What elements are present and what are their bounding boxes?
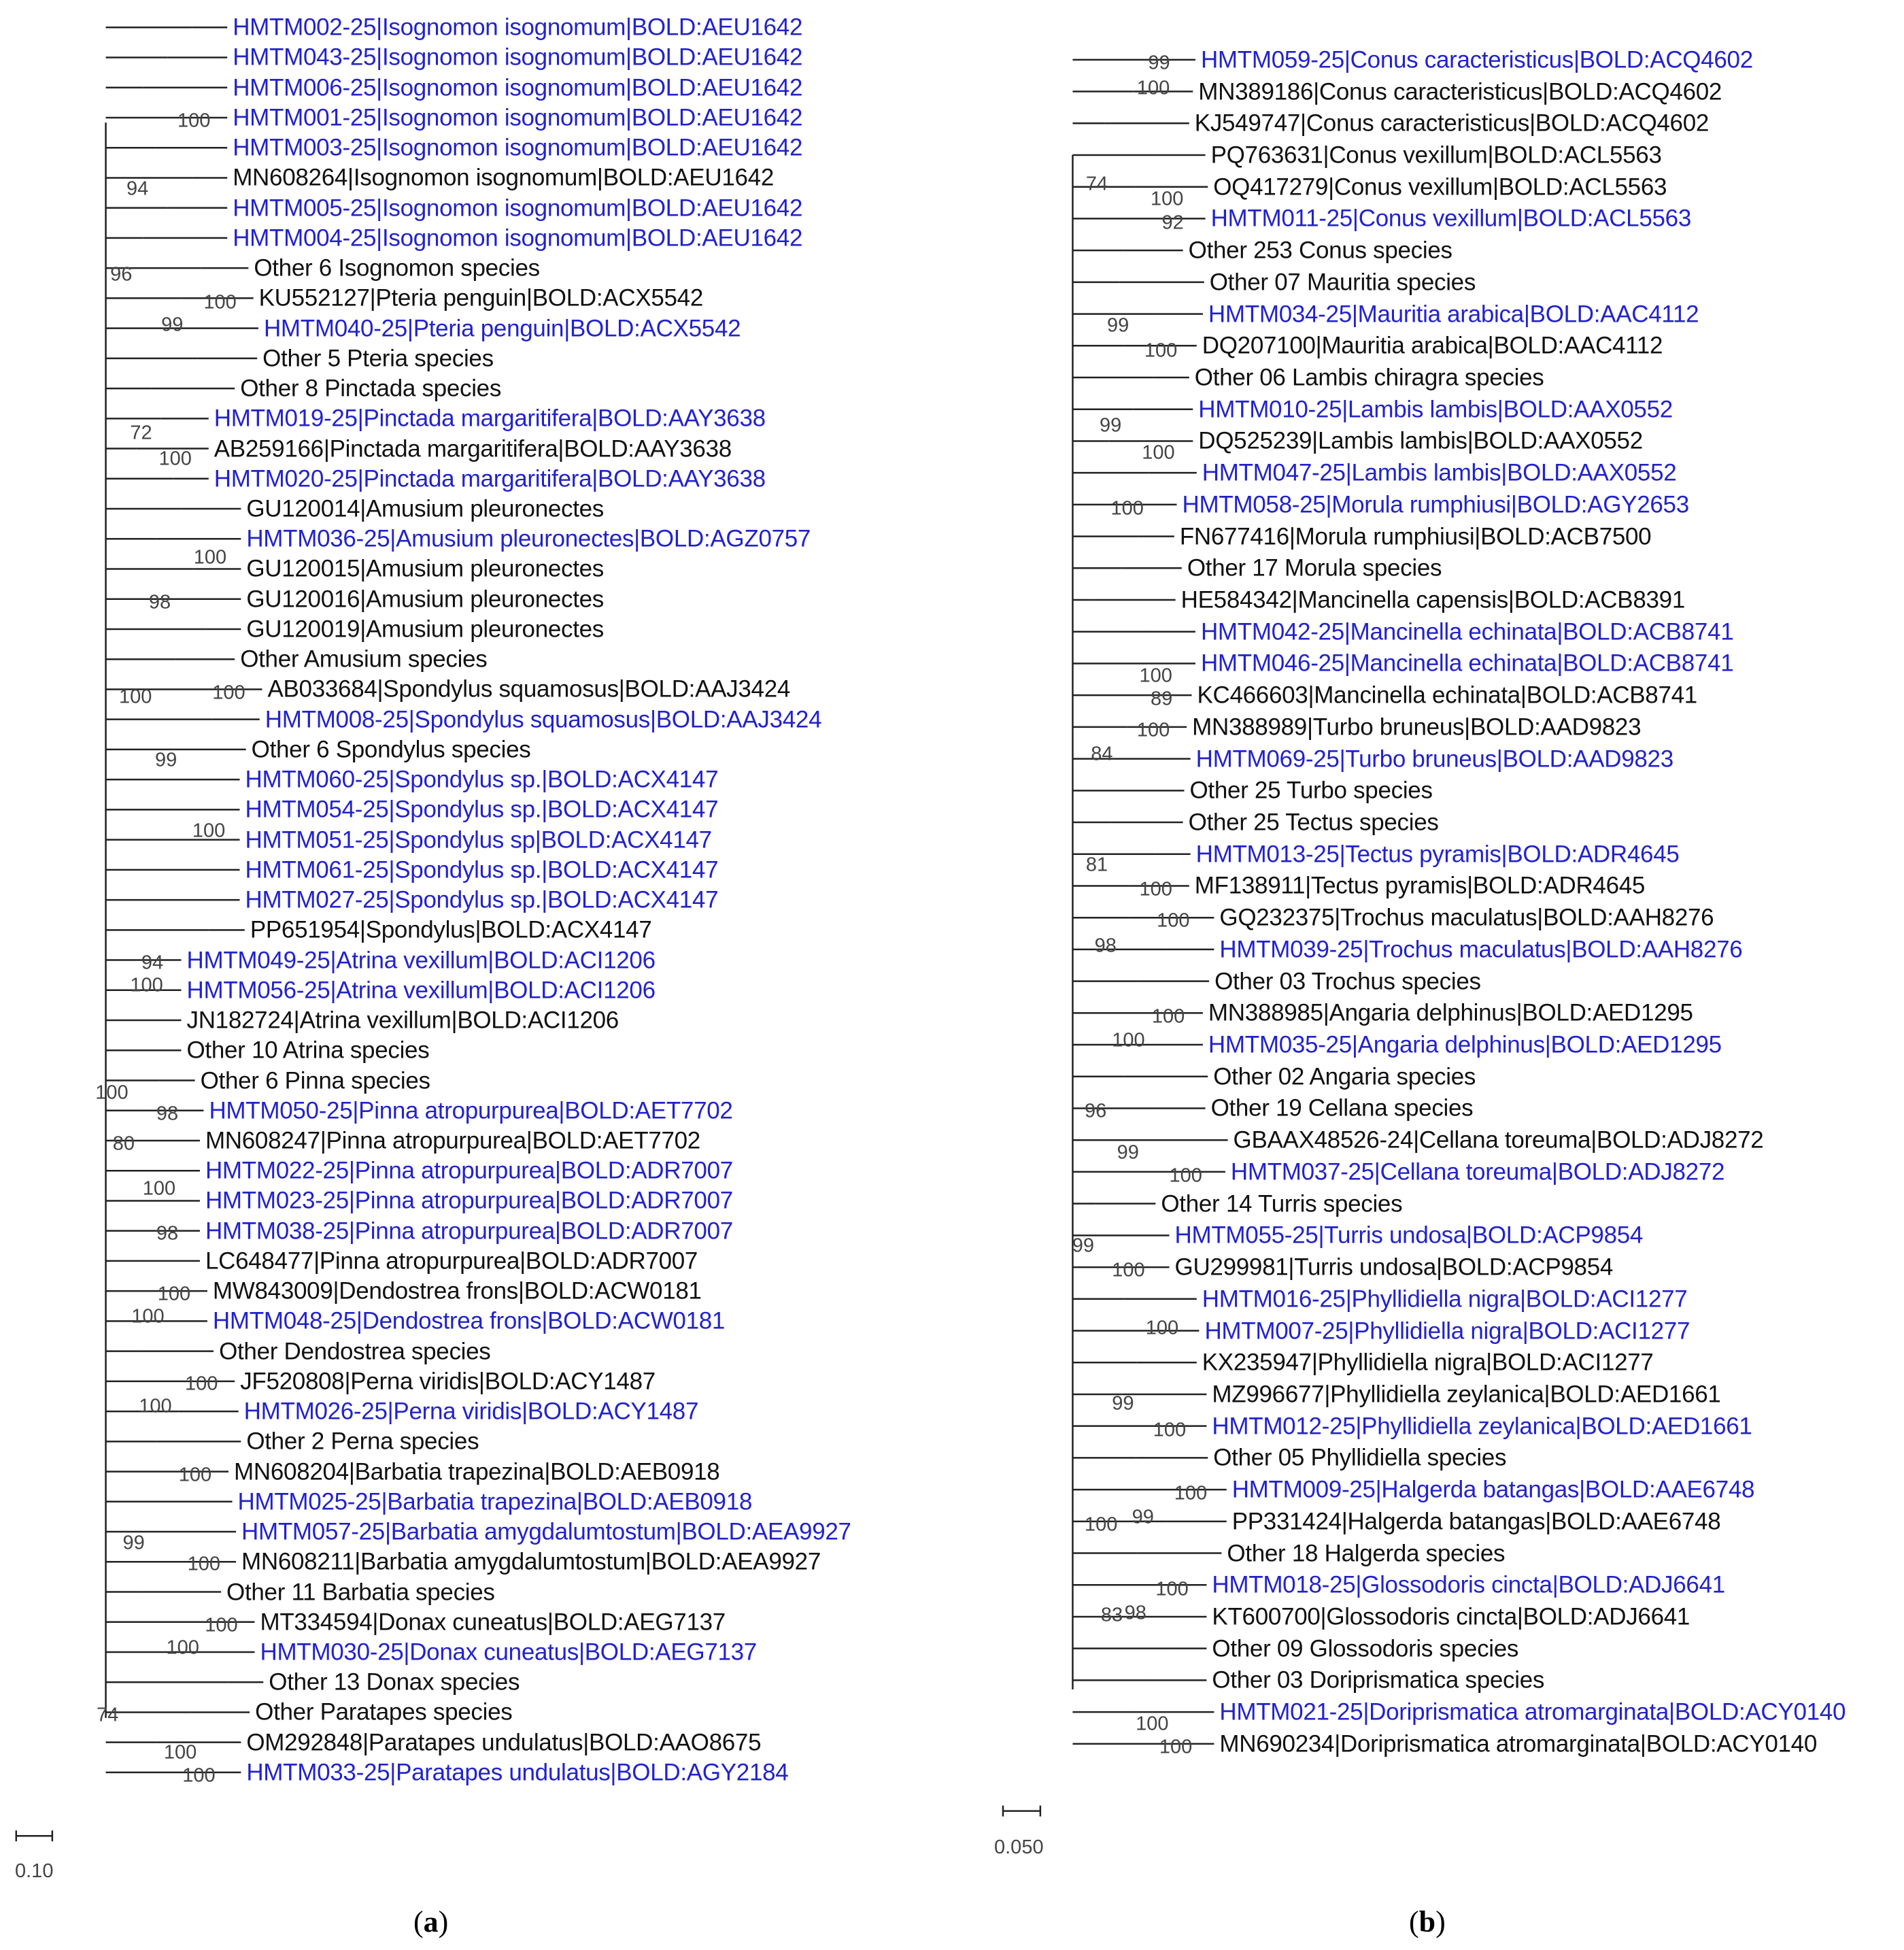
reference-sequence-label: PP651954|Spondylus|BOLD:ACX4147 xyxy=(250,916,652,943)
query-sequence-label: HMTM023-25|Pinna atropurpurea|BOLD:ADR7007 xyxy=(205,1187,733,1214)
bootstrap-value: 100 xyxy=(184,1373,218,1395)
query-sequence-label: HMTM020-25|Pinctada margaritifera|BOLD:AAY3638 xyxy=(214,465,766,492)
reference-sequence-label: KU552127|Pteria penguin|BOLD:ACX5542 xyxy=(258,284,704,312)
caption-paren: ) xyxy=(1435,1905,1446,1938)
reference-sequence-label: Other 03 Doriprismatica species xyxy=(1212,1666,1545,1694)
reference-sequence-label: Other 18 Halgerda species xyxy=(1227,1540,1506,1567)
query-sequence-label: HMTM038-25|Pinna atropurpurea|BOLD:ADR7007 xyxy=(205,1217,733,1245)
panel-b-scale-label: 0.050 xyxy=(994,1836,1044,1858)
bootstrap-value: 98 xyxy=(156,1222,179,1245)
panel-a-scale-label: 0.10 xyxy=(15,1860,54,1882)
reference-sequence-label: PP331424|Halgerda batangas|BOLD:AAE6748 xyxy=(1231,1508,1721,1535)
panel-b-caption xyxy=(1409,1904,1446,1939)
bootstrap-value: 100 xyxy=(1151,1005,1185,1028)
bootstrap-value: 100 xyxy=(163,1741,197,1764)
reference-sequence-label: Other 09 Glossodoris species xyxy=(1212,1635,1519,1662)
bootstrap-value: 100 xyxy=(166,1636,199,1659)
query-sequence-label: HMTM037-25|Cellana toreuma|BOLD:ADJ8272 xyxy=(1230,1158,1725,1186)
reference-sequence-label: KJ549747|Conus caracteristicus|BOLD:ACQ4602 xyxy=(1194,110,1710,137)
query-sequence-label: HMTM069-25|Turbo bruneus|BOLD:AAD9823 xyxy=(1195,745,1673,773)
reference-sequence-label: MN389186|Conus caracteristicus|BOLD:ACQ4602 xyxy=(1198,78,1722,105)
bootstrap-value: 89 xyxy=(1151,688,1173,710)
bootstrap-value: 100 xyxy=(178,1464,212,1486)
bootstrap-value: 94 xyxy=(141,952,164,974)
query-sequence-label: HMTM057-25|Barbatia amygdalumtostum|BOLD:AEA9927 xyxy=(241,1518,851,1545)
bootstrap-value: 100 xyxy=(139,1395,172,1417)
reference-sequence-label: JN182724|Atrina vexillum|BOLD:ACI1206 xyxy=(186,1007,619,1034)
reference-sequence-label: OQ417279|Conus vexillum|BOLD:ACL5563 xyxy=(1213,173,1667,201)
bootstrap-value: 99 xyxy=(1117,1141,1139,1164)
query-sequence-label: HMTM027-25|Spondylus sp.|BOLD:ACX4147 xyxy=(245,886,719,913)
reference-sequence-label: GU299981|Turris undosa|BOLD:ACP9854 xyxy=(1174,1254,1614,1281)
bootstrap-value: 100 xyxy=(1136,77,1170,99)
query-sequence-label: HMTM054-25|Spondylus sp.|BOLD:ACX4147 xyxy=(245,796,719,823)
query-sequence-label: HMTM001-25|Isognomon isognomum|BOLD:AEU1642 xyxy=(233,104,803,131)
reference-sequence-label: Other 02 Angaria species xyxy=(1213,1063,1476,1090)
reference-sequence-label: LC648477|Pinna atropurpurea|BOLD:ADR7007 xyxy=(205,1247,698,1275)
bootstrap-value: 81 xyxy=(1085,854,1108,876)
bootstrap-value: 100 xyxy=(95,1081,129,1104)
caption-paren: ( xyxy=(1409,1905,1419,1938)
reference-sequence-label: JF520808|Perna viridis|BOLD:ACY1487 xyxy=(240,1368,656,1395)
query-sequence-label: HMTM021-25|Doriprismatica atromarginata|BOLD:ACY0140 xyxy=(1219,1698,1846,1726)
reference-sequence-label: Other 07 Mauritia species xyxy=(1209,269,1476,296)
reference-sequence-label: FN677416|Morula rumphiusi|BOLD:ACB7500 xyxy=(1179,523,1652,550)
reference-sequence-label: Other Amusium species xyxy=(240,645,488,673)
reference-sequence-label: GU120015|Amusium pleuronectes xyxy=(246,555,605,582)
reference-sequence-label: MN690234|Doriprismatica atromarginata|BOLD:ACY0140 xyxy=(1219,1730,1817,1758)
reference-sequence-label: Other 19 Cellana species xyxy=(1210,1094,1474,1122)
query-sequence-label: HMTM011-25|Conus vexillum|BOLD:ACL5563 xyxy=(1210,205,1692,232)
bootstrap-value: 100 xyxy=(130,974,163,996)
bootstrap-value: 100 xyxy=(157,1283,191,1305)
query-sequence-label: HMTM022-25|Pinna atropurpurea|BOLD:ADR7007 xyxy=(205,1157,733,1184)
bootstrap-value: 100 xyxy=(1153,1419,1187,1441)
query-sequence-label: HMTM046-25|Mancinella echinata|BOLD:ACB8741 xyxy=(1200,650,1734,677)
bootstrap-value: 100 xyxy=(205,1614,238,1636)
reference-sequence-label: Other 8 Pinctada species xyxy=(240,375,502,402)
bootstrap-value: 99 xyxy=(1100,414,1122,437)
bootstrap-value: 100 xyxy=(118,686,152,708)
caption-letter: b xyxy=(1418,1905,1436,1938)
reference-sequence-label: Other 25 Turbo species xyxy=(1189,777,1433,804)
bootstrap-value: 92 xyxy=(1161,212,1184,234)
reference-sequence-label: Other Paratapes species xyxy=(255,1698,513,1726)
reference-sequence-label: MN388989|Turbo bruneus|BOLD:AAD9823 xyxy=(1192,713,1642,741)
reference-sequence-label: MN608247|Pinna atropurpurea|BOLD:AET7702 xyxy=(205,1127,700,1154)
reference-sequence-label: Other 6 Pinna species xyxy=(200,1067,430,1094)
bootstrap-value: 100 xyxy=(192,820,226,842)
query-sequence-label: HMTM005-25|Isognomon isognomum|BOLD:AEU1642 xyxy=(233,195,803,222)
query-sequence-label: HMTM060-25|Spondylus sp.|BOLD:ACX4147 xyxy=(245,766,719,793)
query-sequence-label: HMTM013-25|Tectus pyramis|BOLD:ADR4645 xyxy=(1195,841,1680,868)
bootstrap-value: 100 xyxy=(1139,878,1172,901)
reference-sequence-label: OM292848|Paratapes undulatus|BOLD:AAO8675 xyxy=(246,1729,762,1756)
bootstrap-value: 100 xyxy=(1155,1578,1189,1600)
reference-sequence-label: DQ525239|Lambis lambis|BOLD:AAX0552 xyxy=(1198,427,1643,454)
reference-sequence-label: DQ207100|Mauritia arabica|BOLD:AAC4112 xyxy=(1202,332,1663,359)
reference-sequence-label: MZ996677|Phyllidiella zeylanica|BOLD:AED1661 xyxy=(1212,1381,1721,1408)
bootstrap-value: 100 xyxy=(1159,1736,1193,1758)
bootstrap-value: 100 xyxy=(131,1305,165,1328)
reference-sequence-label: GU120019|Amusium pleuronectes xyxy=(246,616,605,643)
reference-sequence-label: MN608264|Isognomon isognomum|BOLD:AEU1642 xyxy=(233,164,774,191)
query-sequence-label: HMTM042-25|Mancinella echinata|BOLD:ACB8741 xyxy=(1200,618,1734,645)
reference-sequence-label: Other 6 Isognomon species xyxy=(254,254,540,282)
bootstrap-value: 100 xyxy=(1157,909,1190,932)
bootstrap-value: 100 xyxy=(1144,339,1178,362)
bootstrap-value: 100 xyxy=(1151,188,1184,210)
reference-sequence-label: PQ763631|Conus vexillum|BOLD:ACL5563 xyxy=(1210,141,1662,169)
reference-sequence-label: GU120014|Amusium pleuronectes xyxy=(246,495,605,522)
reference-sequence-label: Other 6 Spondylus species xyxy=(251,736,531,763)
reference-sequence-label: GU120016|Amusium pleuronectes xyxy=(246,586,605,613)
bootstrap-value: 83 xyxy=(1100,1604,1123,1626)
bootstrap-value: 98 xyxy=(156,1103,179,1125)
query-sequence-label: HMTM058-25|Morula rumphiusi|BOLD:AGY2653 xyxy=(1182,491,1689,518)
bootstrap-value: 99 xyxy=(1132,1506,1154,1528)
bootstrap-value: 98 xyxy=(1094,935,1117,957)
query-sequence-label: HMTM040-25|Pteria penguin|BOLD:ACX5542 xyxy=(263,315,741,342)
bootstrap-value: 100 xyxy=(1139,665,1172,687)
bootstrap-value: 99 xyxy=(1112,1392,1134,1415)
reference-sequence-label: MF138911|Tectus pyramis|BOLD:ADR4645 xyxy=(1194,872,1646,899)
query-sequence-label: HMTM043-25|Isognomon isognomum|BOLD:AEU1642 xyxy=(233,44,803,71)
bootstrap-value: 98 xyxy=(1124,1602,1146,1624)
bootstrap-value: 99 xyxy=(1106,314,1129,337)
bootstrap-value: 100 xyxy=(1112,1259,1145,1281)
query-sequence-label: HMTM008-25|Spondylus squamosus|BOLD:AAJ3424 xyxy=(265,706,822,733)
query-sequence-label: HMTM009-25|Halgerda batangas|BOLD:AAE6748 xyxy=(1231,1476,1755,1503)
query-sequence-label: HMTM003-25|Isognomon isognomum|BOLD:AEU1642 xyxy=(233,134,803,161)
caption-paren: ( xyxy=(413,1905,424,1938)
reference-sequence-label: Other 03 Trochus species xyxy=(1214,968,1481,995)
query-sequence-label: HMTM059-25|Conus caracteristicus|BOLD:ACQ4602 xyxy=(1200,46,1753,73)
query-sequence-label: HMTM004-25|Isognomon isognomum|BOLD:AEU1642 xyxy=(233,224,803,252)
reference-sequence-label: Other 14 Turris species xyxy=(1161,1190,1403,1217)
bootstrap-value: 80 xyxy=(112,1132,135,1155)
query-sequence-label: HMTM025-25|Barbatia trapezina|BOLD:AEB0918 xyxy=(237,1488,753,1515)
bootstrap-value: 100 xyxy=(1169,1164,1202,1187)
reference-sequence-label: AB259166|Pinctada margaritifera|BOLD:AAY3638 xyxy=(214,435,732,463)
query-sequence-label: HMTM010-25|Lambis lambis|BOLD:AAX0552 xyxy=(1198,396,1673,423)
reference-sequence-label: Other 253 Conus species xyxy=(1188,237,1452,264)
bootstrap-value: 99 xyxy=(155,749,177,771)
reference-sequence-label: HE584342|Mancinella capensis|BOLD:ACB8391 xyxy=(1180,586,1685,613)
bootstrap-value: 99 xyxy=(161,314,184,336)
reference-sequence-label: MT334594|Donax cuneatus|BOLD:AEG7137 xyxy=(260,1609,726,1636)
reference-sequence-label: Other Dendostrea species xyxy=(219,1338,491,1365)
reference-sequence-label: Other 25 Tectus species xyxy=(1188,809,1439,836)
reference-sequence-label: Other 17 Morula species xyxy=(1187,554,1442,582)
panel-a-caption xyxy=(413,1904,448,1939)
query-sequence-label: HMTM036-25|Amusium pleuronectes|BOLD:AGZ0757 xyxy=(246,525,811,552)
query-sequence-label: HMTM051-25|Spondylus sp|BOLD:ACX4147 xyxy=(245,826,712,854)
reference-sequence-label: Other 13 Donax species xyxy=(269,1668,520,1696)
reference-sequence-label: Other 11 Barbatia species xyxy=(226,1579,495,1605)
bootstrap-value: 100 xyxy=(1112,1029,1145,1052)
query-sequence-label: HMTM035-25|Angaria delphinus|BOLD:AED1295 xyxy=(1208,1031,1722,1058)
reference-sequence-label: MN608204|Barbatia trapezina|BOLD:AEB0918 xyxy=(234,1458,720,1485)
query-sequence-label: HMTM002-25|Isognomon isognomum|BOLD:AEU1642 xyxy=(233,14,803,41)
bootstrap-value: 99 xyxy=(1148,52,1170,74)
bootstrap-value: 100 xyxy=(182,1764,216,1787)
bootstrap-value: 100 xyxy=(203,291,237,314)
query-sequence-label: HMTM048-25|Dendostrea frons|BOLD:ACW0181 xyxy=(212,1307,726,1334)
query-sequence-label: HMTM034-25|Mauritia arabica|BOLD:AAC4112 xyxy=(1208,301,1699,328)
bootstrap-value: 99 xyxy=(122,1532,145,1554)
query-sequence-label: HMTM018-25|Glossodoris cincta|BOLD:ADJ6641 xyxy=(1212,1571,1725,1598)
bootstrap-value: 72 xyxy=(130,422,152,444)
query-sequence-label: HMTM030-25|Donax cuneatus|BOLD:AEG7137 xyxy=(260,1638,757,1666)
bootstrap-value: 74 xyxy=(1085,173,1108,195)
query-sequence-label: HMTM055-25|Turris undosa|BOLD:ACP9854 xyxy=(1174,1222,1644,1249)
bootstrap-value: 100 xyxy=(1136,1713,1169,1735)
reference-sequence-label: Other 5 Pteria species xyxy=(262,345,494,372)
bootstrap-value: 94 xyxy=(126,178,149,200)
reference-sequence-label: MW843009|Dendostrea frons|BOLD:ACW0181 xyxy=(212,1277,702,1305)
query-sequence-label: HMTM061-25|Spondylus sp.|BOLD:ACX4147 xyxy=(245,856,719,884)
bootstrap-value: 100 xyxy=(1085,1513,1118,1536)
query-sequence-label: HMTM039-25|Trochus maculatus|BOLD:AAH8276 xyxy=(1219,936,1743,963)
bootstrap-value: 100 xyxy=(1145,1317,1179,1339)
query-sequence-label: HMTM016-25|Phyllidiella nigra|BOLD:ACI1277 xyxy=(1202,1285,1688,1313)
query-sequence-label: HMTM019-25|Pinctada margaritifera|BOLD:AAY3638 xyxy=(214,405,766,432)
reference-sequence-label: GQ232375|Trochus maculatus|BOLD:AAH8276 xyxy=(1219,904,1714,931)
query-sequence-label: HMTM050-25|Pinna atropurpurea|BOLD:AET7702 xyxy=(209,1097,733,1124)
bootstrap-value: 100 xyxy=(177,110,211,131)
bootstrap-value: 98 xyxy=(148,591,171,613)
query-sequence-label: HMTM007-25|Phyllidiella nigra|BOLD:ACI1277 xyxy=(1204,1317,1690,1344)
query-sequence-label: HMTM049-25|Atrina vexillum|BOLD:ACI1206 xyxy=(186,947,656,974)
bootstrap-value: 100 xyxy=(1174,1482,1208,1504)
bootstrap-value: 84 xyxy=(1091,743,1113,765)
query-sequence-label: HMTM033-25|Paratapes undulatus|BOLD:AGY2184 xyxy=(246,1759,789,1786)
bootstrap-value: 100 xyxy=(1110,497,1144,520)
bootstrap-value: 100 xyxy=(187,1553,220,1575)
bootstrap-value: 100 xyxy=(142,1177,176,1200)
reference-sequence-label: MN608211|Barbatia amygdalumtostum|BOLD:AEA9927 xyxy=(241,1548,821,1575)
reference-sequence-label: KC466603|Mancinella echinata|BOLD:ACB8741 xyxy=(1197,682,1697,709)
reference-sequence-label: MN388985|Angaria delphinus|BOLD:AED1295 xyxy=(1208,999,1693,1026)
reference-sequence-label: AB033684|Spondylus squamosus|BOLD:AAJ3424 xyxy=(267,675,791,703)
bootstrap-value: 96 xyxy=(110,263,133,286)
reference-sequence-label: Other 06 Lambis chiragra species xyxy=(1194,364,1544,391)
bootstrap-value: 100 xyxy=(158,448,192,470)
query-sequence-label: HMTM026-25|Perna viridis|BOLD:ACY1487 xyxy=(243,1398,699,1425)
reference-sequence-label: Other 05 Phyllidiella species xyxy=(1213,1444,1507,1471)
query-sequence-label: HMTM056-25|Atrina vexillum|BOLD:ACI1206 xyxy=(186,977,656,1004)
bootstrap-value: 74 xyxy=(97,1704,119,1726)
reference-sequence-label: GBAAX48526-24|Cellana toreuma|BOLD:ADJ8272 xyxy=(1233,1126,1764,1154)
bootstrap-value: 99 xyxy=(1072,1234,1094,1257)
reference-sequence-label: KT600700|Glossodoris cincta|BOLD:ADJ6641 xyxy=(1212,1603,1690,1630)
query-sequence-label: HMTM006-25|Isognomon isognomum|BOLD:AEU1642 xyxy=(233,74,803,101)
bootstrap-value: 100 xyxy=(193,546,227,569)
reference-sequence-label: Other 10 Atrina species xyxy=(186,1037,430,1064)
query-sequence-label: HMTM047-25|Lambis lambis|BOLD:AAX0552 xyxy=(1202,459,1677,486)
bootstrap-value: 100 xyxy=(1142,441,1175,464)
bootstrap-value: 100 xyxy=(212,682,245,704)
caption-paren: ) xyxy=(438,1905,449,1938)
query-sequence-label: HMTM012-25|Phyllidiella zeylanica|BOLD:AED1661 xyxy=(1212,1413,1752,1440)
reference-sequence-label: Other 2 Perna species xyxy=(246,1428,479,1455)
caption-letter: a xyxy=(423,1905,439,1938)
bootstrap-value: 96 xyxy=(1085,1100,1107,1122)
bootstrap-value: 100 xyxy=(1136,719,1170,741)
reference-sequence-label: KX235947|Phyllidiella nigra|BOLD:ACI1277 xyxy=(1202,1349,1654,1376)
